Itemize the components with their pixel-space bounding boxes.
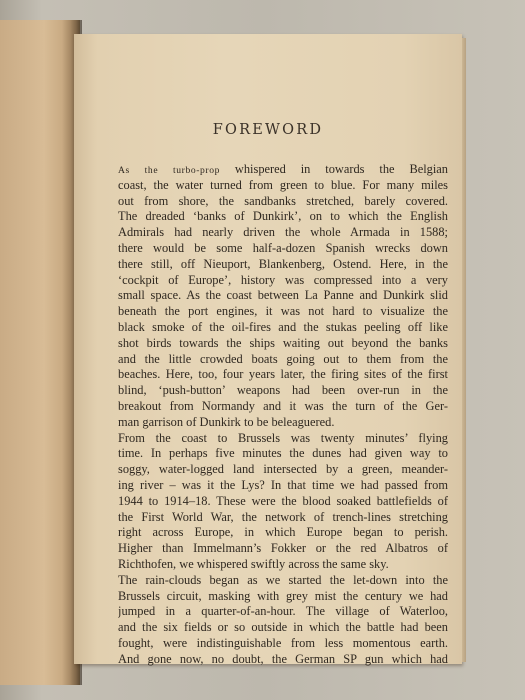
text-line	[118, 636, 448, 652]
line-text: Higher than Immelmann’s Fokker or the red Albatros of	[118, 541, 448, 556]
text-line	[118, 399, 448, 415]
line-text: shot birds towards the ships waiting out beyond the banks	[118, 335, 448, 350]
page-heading: FOREWORD	[212, 122, 324, 138]
line-text: The dreaded ‘banks of Dunkirk’, on to which the English	[118, 209, 448, 224]
line-text: 1944 to 1914–18. These were the blood soaked battlefields of	[118, 493, 448, 508]
text-line	[118, 367, 448, 383]
text-line	[118, 620, 448, 636]
line-text: Richthofen, we whispered swiftly across the same sky.	[118, 556, 389, 571]
text-line	[118, 589, 448, 605]
line-text: small space. As the coast between La Panne and Dunkirk slid	[118, 288, 448, 303]
text-line	[118, 604, 448, 620]
line-text: Brussels circuit, masking with grey mist the century we had	[118, 588, 448, 603]
text-line	[118, 336, 448, 352]
text-line	[118, 431, 448, 447]
body-text	[118, 162, 448, 668]
page-edge	[462, 38, 466, 662]
line-text: beneath the port engines, it was not hard to visualize the	[118, 304, 448, 319]
line-text: The rain-clouds began as we started the let-down into the	[118, 572, 448, 587]
text-line	[118, 352, 448, 368]
line-text: beaches. Here, too, four years later, the firing sites of the first	[118, 367, 448, 382]
text-line	[118, 178, 448, 194]
small-caps-lead: As the turbo-prop	[118, 165, 221, 176]
text-line	[118, 494, 448, 510]
text-line	[118, 525, 448, 541]
text-line	[118, 320, 448, 336]
line-text: soggy, water-logged land intersected by a green, meander-	[118, 462, 448, 477]
line-text: there still, off Nieuport, Blankenberg, Ostend. Here, in the	[118, 256, 448, 271]
text-line	[118, 241, 448, 257]
line-text: time. In perhaps five minutes the dunes had given way to	[118, 446, 448, 461]
text-line	[118, 288, 448, 304]
line-text: ing river – was it the Lys? In that time we had passed from	[118, 477, 448, 492]
text-line	[118, 478, 448, 494]
line-text: ‘cockpit of Europe’, history was compressed into a very	[118, 272, 448, 287]
line-text: whispered in towards the Belgian	[220, 162, 448, 176]
line-text: And gone now, no doubt, the German SP gun which had	[118, 651, 448, 666]
line-text: black smoke of the oil-fires and the stukas peeling off like	[118, 319, 448, 334]
line-text: there would be some half-a-dozen Spanish wrecks down	[118, 240, 448, 255]
text-line	[118, 573, 448, 589]
text-line	[118, 273, 448, 289]
text-line	[118, 257, 448, 273]
line-text: jumped in a quarter-of-an-hour. The village of Waterloo,	[118, 604, 448, 619]
line-text: breakout from Normandy and it was the turn of the Ger-	[118, 398, 448, 413]
text-line	[118, 162, 448, 178]
text-line	[118, 446, 448, 462]
text-line	[118, 225, 448, 241]
text-line	[118, 462, 448, 478]
text-line	[118, 304, 448, 320]
line-text: right across Europe, in which Europe began to perish.	[118, 525, 448, 540]
text-line	[118, 415, 448, 431]
line-text: blind, ‘push-button’ weapons had been over-run in the	[118, 383, 448, 398]
text-line	[118, 541, 448, 557]
line-text: the First World War, the network of trench-lines stretching	[118, 509, 448, 524]
line-text: and the six fields or so outside in which the battle had been	[118, 620, 448, 635]
text-line	[118, 652, 448, 668]
line-text: man garrison of Dunkirk to be beleaguered.	[118, 414, 335, 429]
line-text: coast, the water turned from green to blue. For many miles	[118, 177, 448, 192]
text-line	[118, 510, 448, 526]
line-text: Admirals had nearly driven the whole Armada in 1588;	[118, 225, 448, 240]
line-text: out from shore, the sandbanks stretched, barely covered.	[118, 193, 448, 208]
line-text: and the little crowded boats going out to them from the	[118, 351, 448, 366]
line-text: From the coast to Brussels was twenty minutes’ flying	[118, 430, 448, 445]
text-line	[118, 194, 448, 210]
line-text: fought, were indistinguishable from less momentous earth.	[118, 635, 448, 650]
text-line	[118, 557, 448, 573]
text-line	[118, 209, 448, 225]
text-line	[118, 383, 448, 399]
